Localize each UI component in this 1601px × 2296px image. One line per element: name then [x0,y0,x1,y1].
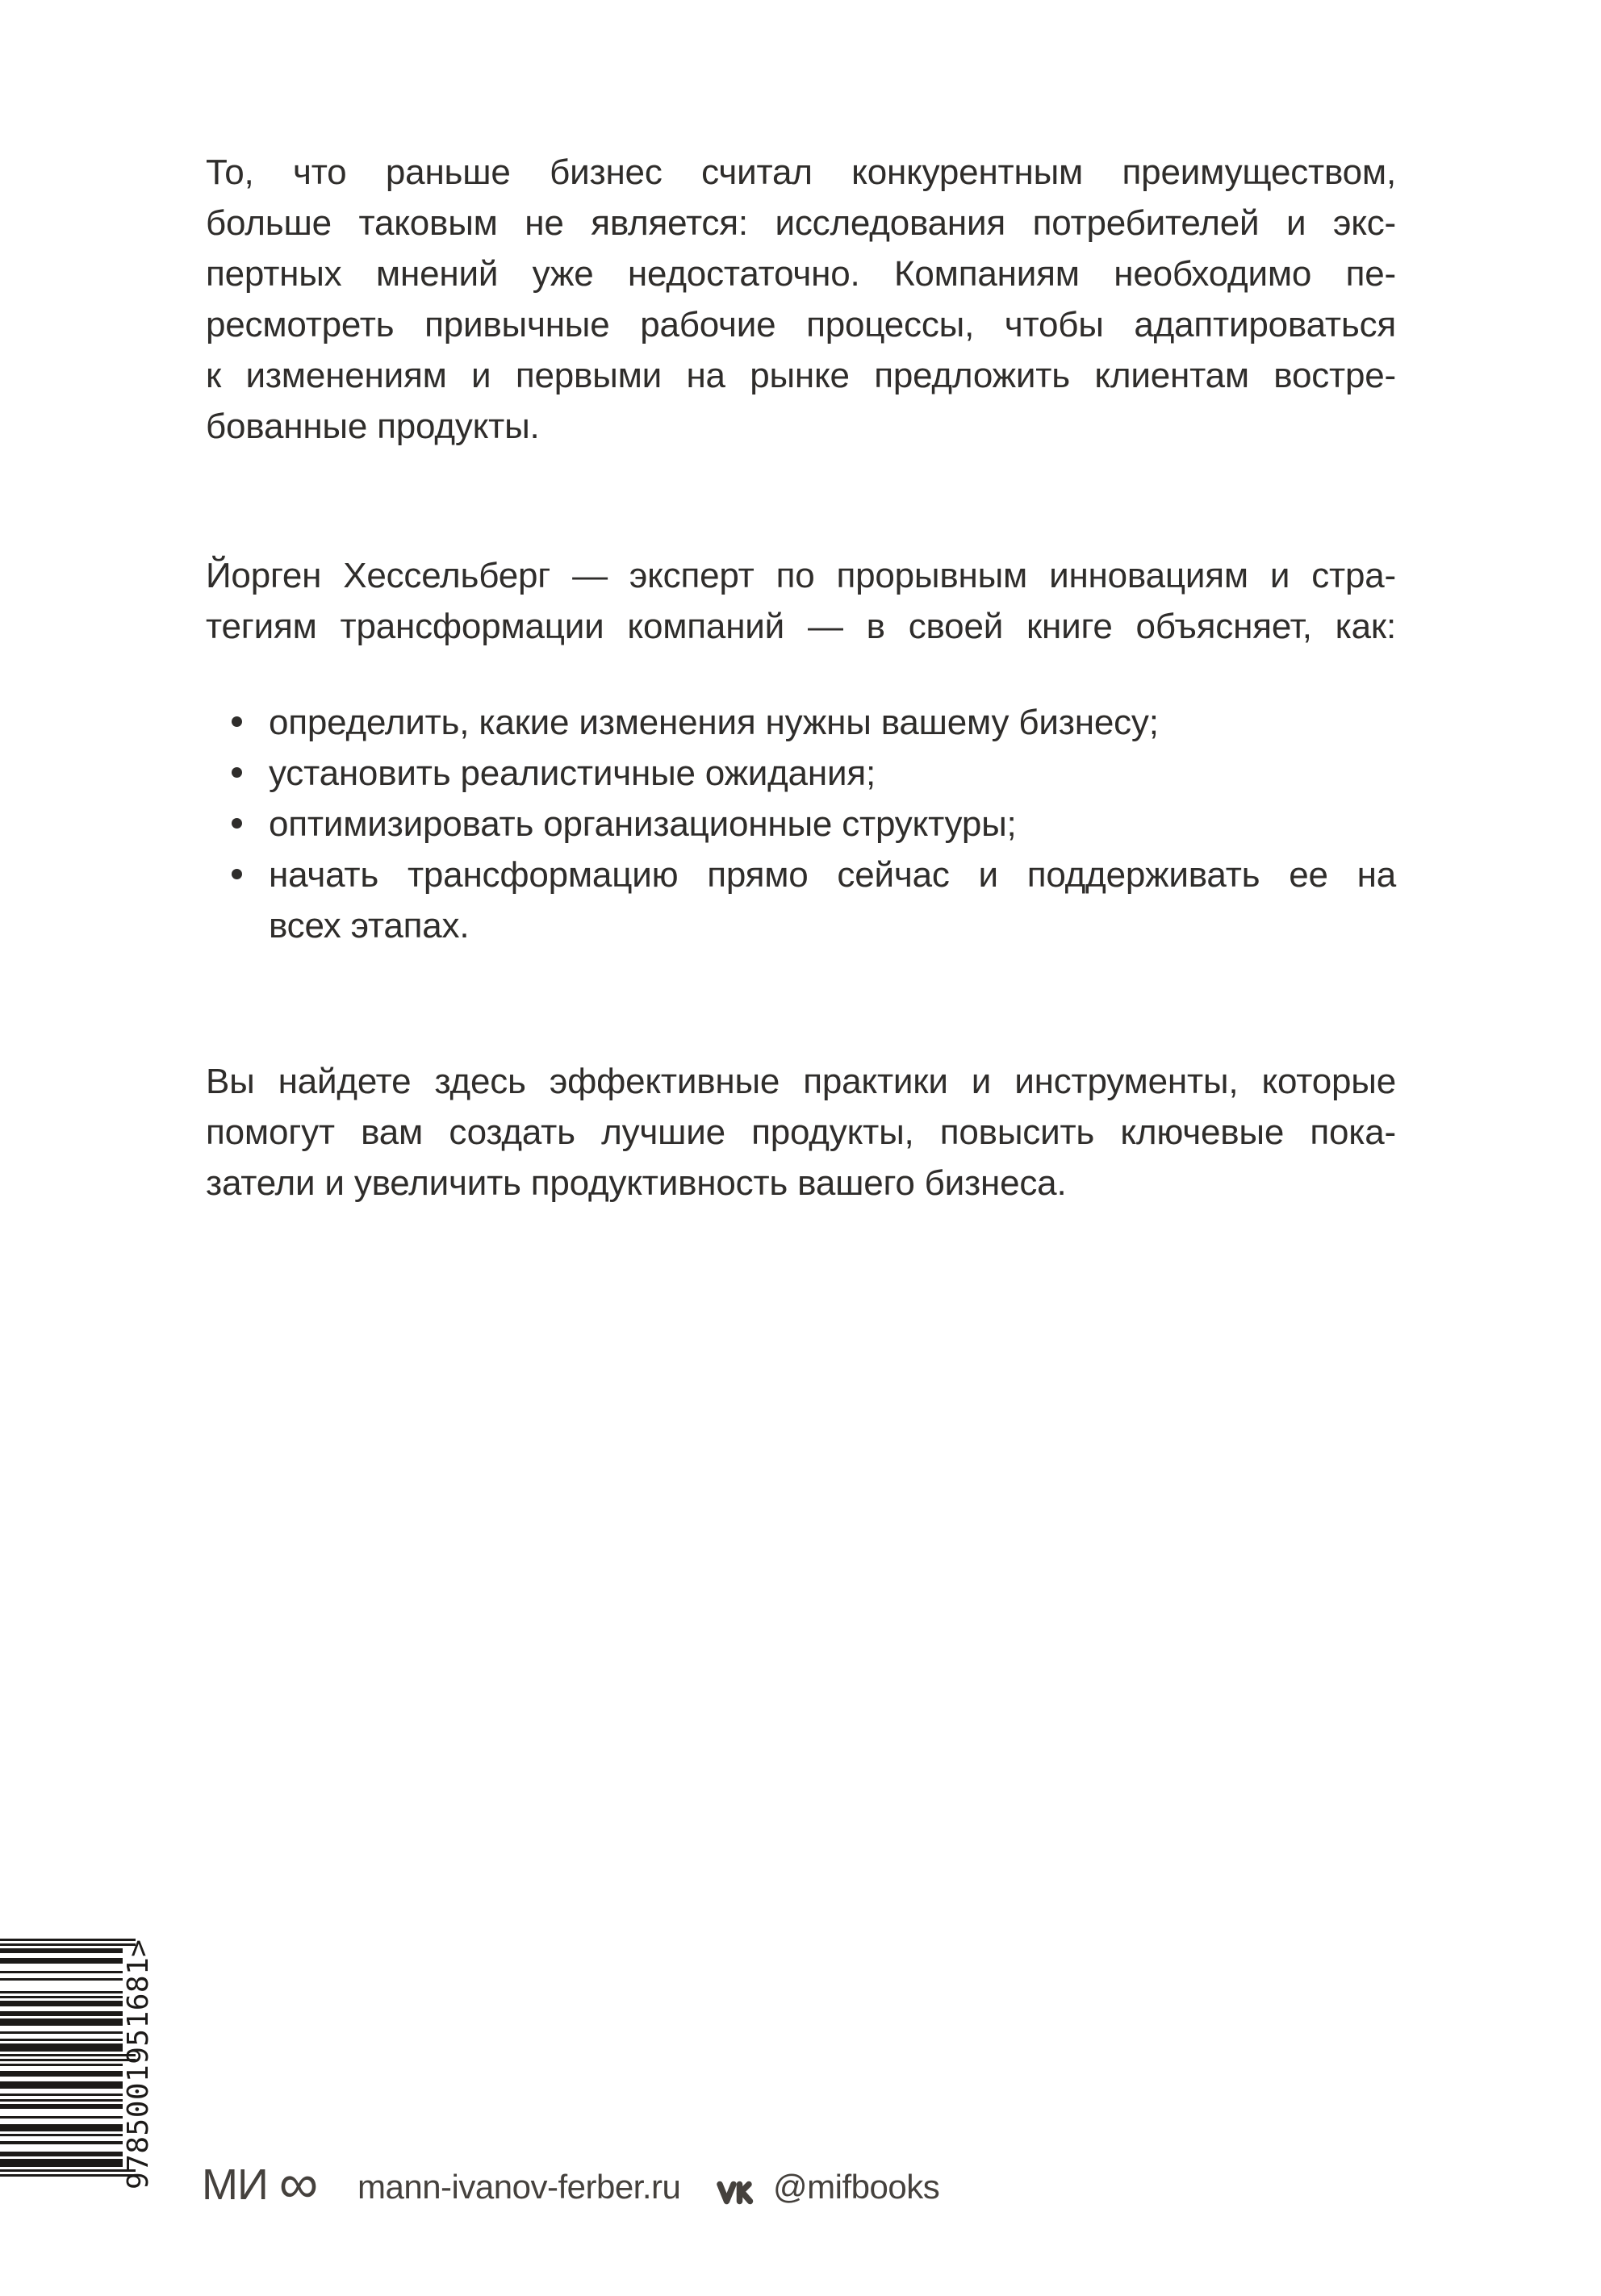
vk-handle: @mifbooks [773,2168,940,2206]
text-line: оптимизировать организационные структуры; [269,804,1017,844]
barcode-space [0,2147,123,2149]
text-line: пертных мнений уже недостаточно. Компаниям необходимо пе- [206,254,1396,294]
barcode-bar [0,2023,123,2026]
barcode-bar [0,2003,123,2006]
barcode-bar [0,1961,123,1964]
barcode-bar [0,1943,136,1946]
barcode-bar [0,2086,123,2089]
barcode-bar [0,2164,123,2166]
barcode-space [0,2122,123,2124]
barcode-space [0,2077,123,2079]
bullet-item [206,799,1396,850]
paragraph-author [206,550,1396,652]
barcode-space [0,1964,123,1966]
barcode-bar [0,2106,123,2109]
barcode-space [0,2066,123,2068]
barcode-space [0,2131,123,2134]
barcode-bar [0,1958,123,1960]
barcode-space [0,2136,123,2139]
barcode-bar [0,1996,123,1998]
barcode-bar [0,2152,123,2154]
barcode-bar [0,2064,123,2066]
bullet-item [206,697,1396,748]
barcode-bar [0,2134,123,2136]
barcode-space [0,2034,123,2036]
barcode-bar [0,2039,123,2041]
barcode-space [0,2102,123,2104]
barcode-bar [0,2031,123,2034]
text-line: тегиям трансформации компаний — в своей книге объясняет, как: [206,607,1396,646]
barcode-bar [0,2169,136,2172]
barcode-number: 9785001951681> [122,1939,155,2190]
text-line: То, что раньше бизнес считал конкурентным преимуществом, [206,152,1396,192]
barcode-bar [0,2011,123,2014]
barcode-bar [0,2159,123,2161]
barcode-space [0,2068,123,2071]
bullet-item [206,850,1396,951]
barcode-space [0,2114,123,2116]
barcode-bar [0,2021,123,2023]
barcode-bar [0,2094,123,2096]
barcode-bar [0,2054,136,2056]
barcode-bar [0,2048,123,2051]
text-line: начать трансформацию прямо сейчас и поддерживать ее на [269,855,1396,895]
bullet-dot-icon [232,869,242,879]
barcode-space [0,2041,123,2043]
bullet-item [206,748,1396,799]
barcode-space [0,1989,123,1991]
barcode-space [0,2091,123,2094]
barcode-space [0,2029,123,2031]
bullet-dot-icon [232,767,242,778]
barcode-space [0,2109,123,2111]
barcode-space [0,2036,123,2039]
text-line: определить, какие изменения нужны вашему бизнесу; [269,703,1159,742]
mif-logo [202,2153,318,2215]
barcode-bar [0,2161,123,2164]
text-line: бованные продукты. [206,407,540,446]
barcode-bar [0,2001,123,2003]
barcode-bar [0,2046,123,2048]
barcode-bar [0,1991,123,1993]
barcode-bar [0,2018,123,2021]
barcode-space [0,2026,123,2028]
barcode-space [0,2079,123,2081]
barcode-space [0,1941,123,1943]
barcode-bar [0,2154,123,2156]
barcode-space [0,1976,123,1978]
bullet-dot-icon [232,818,242,829]
barcode-space [0,1973,123,1976]
barcode-space [0,2052,123,2054]
text-line: затели и увеличить продуктивность вашего бизнеса. [206,1163,1067,1203]
barcode-space [0,1993,123,1996]
bullet-list [206,697,1396,951]
barcode-bar [0,1939,136,1941]
barcode-bar [0,2081,123,2084]
barcode-bar [0,1948,123,1951]
barcode-bar [0,2099,123,2102]
barcode-space [0,2111,123,2114]
barcode-bar [0,1951,123,1953]
barcode-space [0,2097,123,2099]
paragraph-closing [206,1056,1396,1209]
barcode-bar [0,2174,136,2177]
barcode-space [0,2056,123,2059]
barcode-space [0,1968,123,1971]
barcode-space [0,2006,123,2009]
barcode-space [0,2172,123,2174]
barcode-space [0,2016,123,2018]
barcode-space [0,1946,123,1948]
text-line: всех этапах. [269,906,470,946]
barcode-bar [0,2074,123,2077]
barcode-bar [0,2116,123,2119]
barcode-space [0,2144,123,2147]
text-line: Вы найдете здесь эффективные практики и инструменты, которые [206,1062,1396,1101]
barcode-bar [0,2014,123,2016]
barcode-space [0,1984,123,1986]
mif-logo-letters: МИ [202,2160,268,2209]
barcode-space [0,1981,123,1983]
barcode-bars [0,1938,137,2177]
text-line: больше таковым не является: исследования потребителей и экс- [206,203,1396,243]
barcode-space [0,1953,123,1956]
barcode-bar [0,2104,123,2106]
barcode-bar [0,2124,123,2127]
barcode-space [0,2061,123,2064]
barcode-bar [0,2127,123,2129]
barcode-bar [0,2141,123,2144]
text-line: помогут вам создать лучшие продукты, повысить ключевые пока- [206,1113,1396,1152]
vk-icon [717,2181,755,2209]
barcode-space [0,1966,123,1968]
barcode-bar [0,2129,123,2131]
barcode-space [0,2089,123,2091]
barcode-space [0,2009,123,2011]
barcode-bar [0,1978,123,1981]
text-line: установить реалистичные ожидания; [269,754,876,793]
bullet-dot-icon [232,716,242,727]
barcode-bar [0,2084,123,2086]
text-line: Йорген Хессельберг — эксперт по прорывным инновациям и стра- [206,556,1396,595]
paragraph-intro [206,147,1396,452]
barcode-space [0,2139,123,2141]
barcode-bar [0,1971,123,1973]
barcode-space [0,1986,123,1989]
barcode-bar [0,2043,123,2046]
barcode-space [0,1998,123,2001]
isbn-barcode [0,1938,161,2190]
text-line: ресмотреть привычные рабочие процессы, чтобы адаптироваться [206,305,1396,344]
barcode-bar [0,2059,136,2061]
barcode-space [0,1956,123,1958]
text-line: к изменениям и первыми на рынке предложить клиентам востре- [206,356,1396,395]
barcode-bar [0,2071,123,2073]
infinity-icon: ∞ [278,2153,318,2215]
publisher-url: mann-ivanov-ferber.ru [357,2168,681,2206]
barcode-space [0,2149,123,2152]
barcode-space [0,2156,123,2159]
barcode-space [0,2119,123,2121]
barcode-space [0,2167,123,2169]
